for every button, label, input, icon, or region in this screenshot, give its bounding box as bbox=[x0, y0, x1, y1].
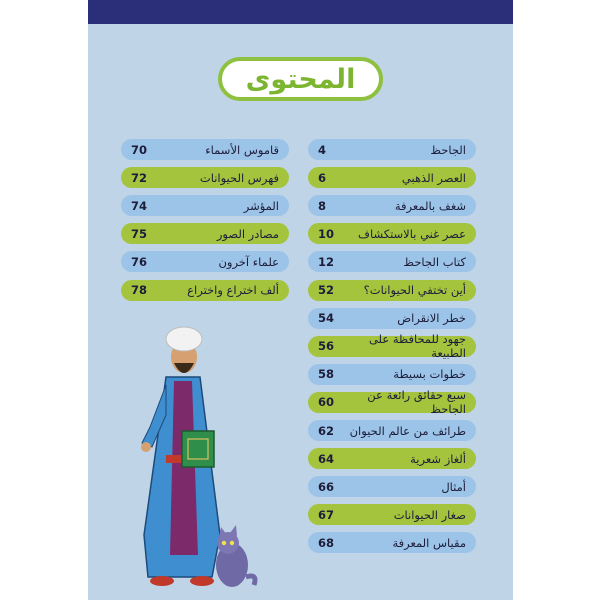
toc-entry-page-number: 6 bbox=[318, 170, 327, 185]
toc-entry-page-number: 56 bbox=[318, 339, 335, 354]
page-title: المحتوى bbox=[218, 57, 383, 101]
toc-entry-label: علماء آخرون bbox=[218, 254, 279, 269]
toc-entry[interactable] bbox=[308, 280, 476, 301]
toc-entry-label: سبع حقائق رائعة عن الجاحظ bbox=[367, 388, 466, 417]
toc-entry-label: أين تختفي الحيوانات؟ bbox=[363, 283, 466, 297]
toc-entry-page-number: 4 bbox=[318, 142, 327, 157]
toc-entry[interactable] bbox=[121, 251, 289, 272]
toc-entry-page-number: 75 bbox=[131, 226, 148, 241]
toc-entry[interactable] bbox=[308, 332, 476, 361]
toc-entry[interactable] bbox=[121, 195, 289, 216]
toc-entry[interactable] bbox=[121, 280, 289, 301]
toc-entry[interactable] bbox=[308, 448, 476, 469]
toc-entry-label: قاموس الأسماء bbox=[205, 142, 279, 157]
toc-entry[interactable] bbox=[308, 388, 476, 417]
toc-entry[interactable] bbox=[308, 364, 476, 385]
toc-entry-page-number: 64 bbox=[318, 451, 335, 466]
toc-entry-page-number: 60 bbox=[318, 395, 335, 410]
toc-entry-label: كتاب الجاحظ bbox=[403, 254, 466, 269]
toc-entry-page-number: 10 bbox=[318, 226, 335, 241]
toc-entry-page-number: 8 bbox=[318, 198, 327, 213]
scholar-illustration bbox=[108, 315, 258, 600]
toc-entry-label: خطر الانقراض bbox=[397, 311, 466, 326]
top-band bbox=[88, 0, 513, 24]
toc-entry-label: عصر غني بالاستكشاف bbox=[358, 226, 466, 241]
toc-entry-page-number: 62 bbox=[318, 423, 335, 438]
toc-entry-label: مقياس المعرفة bbox=[392, 535, 466, 550]
toc-entry-page-number: 58 bbox=[318, 367, 335, 382]
toc-entry-label: ألغاز شعرية bbox=[410, 451, 466, 466]
toc-entry-label: ألف اختراع واختراع bbox=[187, 283, 279, 297]
toc-entry[interactable] bbox=[308, 223, 476, 244]
toc-entry-label: الجاحظ bbox=[430, 142, 466, 157]
toc-entry[interactable] bbox=[308, 532, 476, 553]
toc-entry-page-number: 70 bbox=[131, 142, 148, 157]
toc-entry[interactable] bbox=[121, 167, 289, 188]
contents-page bbox=[88, 0, 513, 600]
toc-entry-page-number: 67 bbox=[318, 507, 335, 522]
toc-entry-page-number: 52 bbox=[318, 283, 335, 297]
toc-entry-page-number: 68 bbox=[318, 535, 335, 550]
toc-entry[interactable] bbox=[308, 139, 476, 160]
toc-entry[interactable] bbox=[308, 308, 476, 329]
toc-entry-page-number: 76 bbox=[131, 254, 148, 269]
toc-entry-label: مصادر الصور bbox=[216, 226, 279, 241]
toc-entry-label: المؤشر bbox=[243, 198, 279, 213]
toc-entry-label: جهود للمحافظة على الطبيعة bbox=[368, 332, 466, 361]
toc-entry-page-number: 12 bbox=[318, 254, 335, 269]
toc-entry-label: شغف بالمعرفة bbox=[394, 198, 466, 213]
toc-entry-label: العصر الذهبي bbox=[401, 170, 466, 185]
toc-entry-page-number: 74 bbox=[131, 198, 148, 213]
toc-entry-label: صغار الحيوانات bbox=[393, 507, 466, 522]
toc-entry[interactable] bbox=[308, 167, 476, 188]
toc-entry[interactable] bbox=[308, 420, 476, 441]
toc-entry-label: طرائف من عالم الحيوان bbox=[349, 423, 466, 438]
toc-entry[interactable] bbox=[308, 504, 476, 525]
toc-entry-page-number: 78 bbox=[131, 283, 148, 297]
toc-entry[interactable] bbox=[308, 195, 476, 216]
toc-entry[interactable] bbox=[308, 251, 476, 272]
toc-entry-page-number: 54 bbox=[318, 311, 335, 326]
toc-entry-label: أمثال bbox=[441, 479, 466, 494]
toc-entry[interactable] bbox=[121, 223, 289, 244]
toc-entry-page-number: 66 bbox=[318, 479, 335, 494]
toc-entry-label: خطوات بسيطة bbox=[393, 367, 466, 382]
toc-entry[interactable] bbox=[308, 476, 476, 497]
toc-entry-label: فهرس الحيوانات bbox=[199, 170, 279, 185]
toc-entry[interactable] bbox=[121, 139, 289, 160]
toc-entry-page-number: 72 bbox=[131, 170, 148, 185]
